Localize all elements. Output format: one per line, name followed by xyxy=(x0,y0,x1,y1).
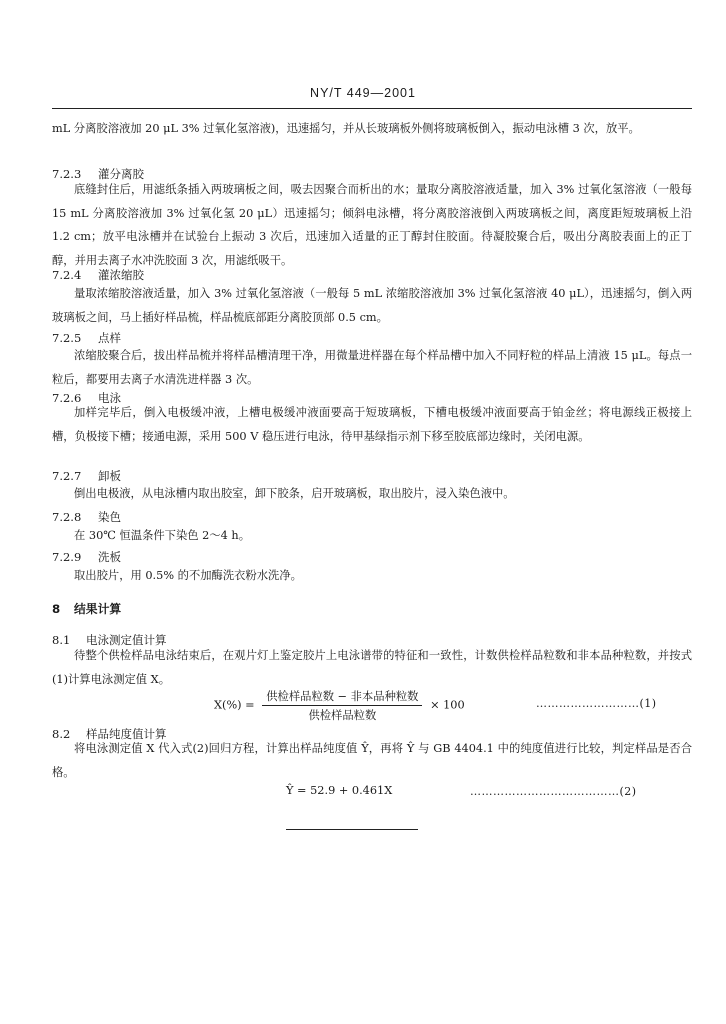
section-number: 7.2.9 xyxy=(52,550,82,564)
header-rule xyxy=(52,108,692,109)
formula-1-denominator: 供检样品粒数 xyxy=(308,709,377,722)
equation-number-1: ………………………(1) xyxy=(536,697,657,710)
section-title: 卸板 xyxy=(98,469,121,483)
section-7-2-8-text: 在 30℃ 恒温条件下染色 2～4 h。 xyxy=(74,529,250,542)
section-number: 7.2.6 xyxy=(52,391,82,405)
formula-1-fraction xyxy=(262,688,422,723)
section-number: 7.2.7 xyxy=(52,469,82,483)
section-7-2-8-heading xyxy=(52,509,121,525)
formula-1-tail: × 100 xyxy=(430,698,465,712)
section-title: 灌分离胶 xyxy=(98,167,144,181)
section-8-2-text: 将电泳测定值 X 代入式(2)回归方程，计算出样品纯度值 Ŷ，再将 Ŷ 与 GB 4404.1 中的纯度值进行比较，判定样品是否合格。 xyxy=(52,742,692,779)
section-7-2-9-text: 取出胶片，用 0.5% 的不加酶洗衣粉水洗净。 xyxy=(74,569,302,582)
section-number: 7.2.3 xyxy=(52,167,82,181)
section-7-2-5-text: 浓缩胶聚合后，拔出样品梳并将样品槽清理干净，用微量进样器在每个样品槽中加入不同籽粒的样品上清液 15 μL。每点一粒后，都要用去离子水清洗进样器 3 次。 xyxy=(52,349,692,386)
section-number: 7.2.5 xyxy=(52,331,82,345)
page-header-standard-code: NY/T 449—2001 xyxy=(310,86,416,100)
section-title: 洗板 xyxy=(98,550,121,564)
section-number: 7.2.8 xyxy=(52,510,82,524)
section-title: 电泳 xyxy=(98,391,121,405)
section-7-2-6-text: 加样完毕后，倒入电极缓冲液，上槽电极缓冲液面要高于短玻璃板，下槽电极缓冲液面要高于铂金丝；将电源线正极接上槽，负极接下槽；接通电源，采用 500 V 稳压进行电泳，待甲基绿指示剂下移至胶底部边缘时，关闭电源。 xyxy=(52,406,692,443)
section-8-1-text: 待整个供检样品电泳结束后，在观片灯上鉴定胶片上电泳谱带的特征和一致性，计数供检样品粒数和非本品种粒数，并按式(1)计算电泳测定值 X。 xyxy=(52,649,692,686)
chapter-number: 8 xyxy=(52,602,61,616)
formula-1 xyxy=(214,688,465,723)
continuation-paragraph: mL 分离胶溶液加 20 μL 3% 过氧化氢溶液)，迅速摇匀，并从长玻璃板外侧将玻璃板倒入，振动电泳槽 3 次，放平。 xyxy=(52,122,640,135)
section-title: 点样 xyxy=(98,331,121,345)
section-7-2-4-text: 量取浓缩胶溶液适量，加入 3% 过氧化氢溶液（一般每 5 mL 浓缩胶溶液加 3% 过氧化氢溶液 40 μL），迅速摇匀，倒入两玻璃板之间，马上插好样品梳，样品梳底部距分离胶顶部 0.5 cm。 xyxy=(52,287,692,324)
chapter-title: 结果计算 xyxy=(74,602,122,616)
chapter-8-heading xyxy=(52,600,121,617)
section-number: 8.1 xyxy=(52,633,71,647)
section-7-2-7-text: 倒出电极液，从电泳槽内取出胶室，卸下胶条，启开玻璃板，取出胶片，浸入染色液中。 xyxy=(74,487,515,500)
formula-1-numerator: 供检样品粒数 − 非本品种粒数 xyxy=(262,688,422,706)
formula-1-lhs: X(%) = xyxy=(214,698,255,712)
section-7-2-9-heading xyxy=(52,549,121,565)
equation-number-2: …………………………………(2) xyxy=(470,785,637,798)
formula-2: Ŷ = 52.9 + 0.461X xyxy=(286,784,393,797)
section-title: 灌浓缩胶 xyxy=(98,268,144,282)
section-title: 电泳测定值计算 xyxy=(86,633,167,647)
section-number: 7.2.4 xyxy=(52,268,82,282)
section-7-2-3-text: 底缝封住后，用滤纸条插入两玻璃板之间，吸去因聚合而析出的水；量取分离胶溶液适量，加入 3% 过氧化氢溶液（一般每 15 mL 分离胶溶液加 3% 过氧化氢 20 μL）迅速摇匀；倾斜电泳槽，将分离胶溶液倒入两玻璃板之间，离度距短玻璃板上沿 1.2 cm；放平电泳槽并在试验台上振动 3 次后，迅速加入适量的正丁醇封住胶面。待凝胶聚合后，吸出分离胶表面上的正丁醇，并用去离子水冲洗胶面 3 次，用滤纸吸干。 xyxy=(52,183,692,267)
section-title: 染色 xyxy=(98,510,121,524)
end-rule xyxy=(286,829,418,830)
section-7-2-4-heading xyxy=(52,267,144,283)
section-title: 样品纯度值计算 xyxy=(86,727,167,741)
section-number: 8.2 xyxy=(52,727,71,741)
